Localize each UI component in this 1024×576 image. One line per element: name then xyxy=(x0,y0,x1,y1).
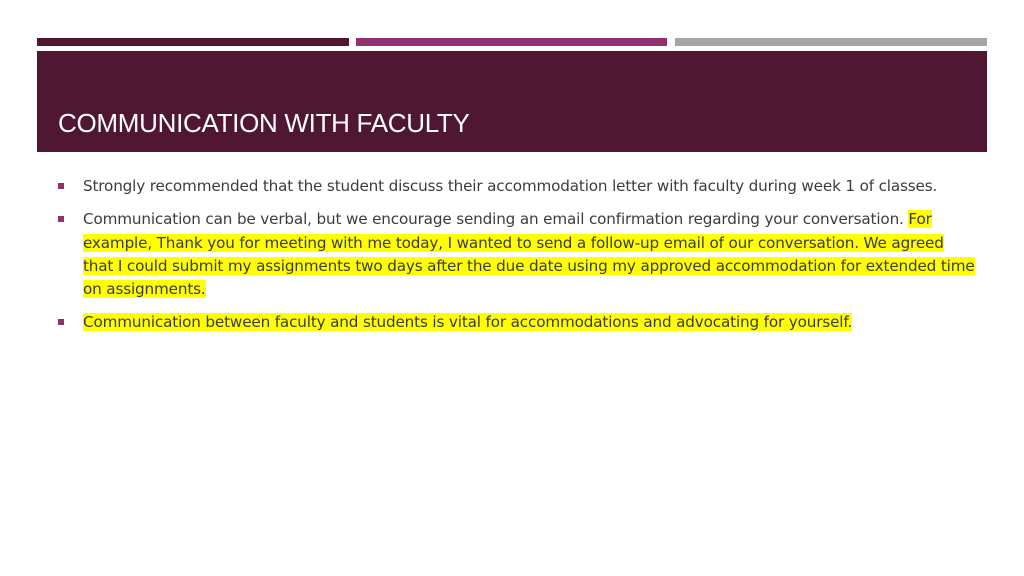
bullet-highlighted-text: For example, Thank you for meeting with me today, I wanted to send a follow-up email of our conversation. We agreed that I could submit my assignments two days after the due date using my approved accommodation for extended time on assignments. xyxy=(83,210,975,299)
bullet-item xyxy=(58,208,978,301)
square-bullet-icon xyxy=(58,319,64,325)
bullet-text xyxy=(83,311,978,334)
accent-bar-gray xyxy=(675,38,987,46)
accent-bar-dark xyxy=(37,38,349,46)
bullet-text xyxy=(83,208,978,301)
bullet-list xyxy=(58,175,978,345)
title-band xyxy=(37,51,987,152)
bullet-plain-text: Communication can be verbal, but we encourage sending an email confirmation regarding your conversation. xyxy=(83,210,909,229)
bullet-text xyxy=(83,175,978,198)
bullet-item xyxy=(58,311,978,334)
bullet-plain-text: Strongly recommended that the student discuss their accommodation letter with faculty during week 1 of classes. xyxy=(83,177,938,195)
bullet-highlighted-text: Communication between faculty and students is vital for accommodations and advocating for yourself. xyxy=(83,313,853,332)
bullet-item xyxy=(58,175,978,198)
slide-title: COMMUNICATION WITH FACULTY xyxy=(58,108,470,138)
accent-bar-magenta xyxy=(356,38,667,46)
square-bullet-icon xyxy=(58,183,64,189)
square-bullet-icon xyxy=(58,216,64,222)
